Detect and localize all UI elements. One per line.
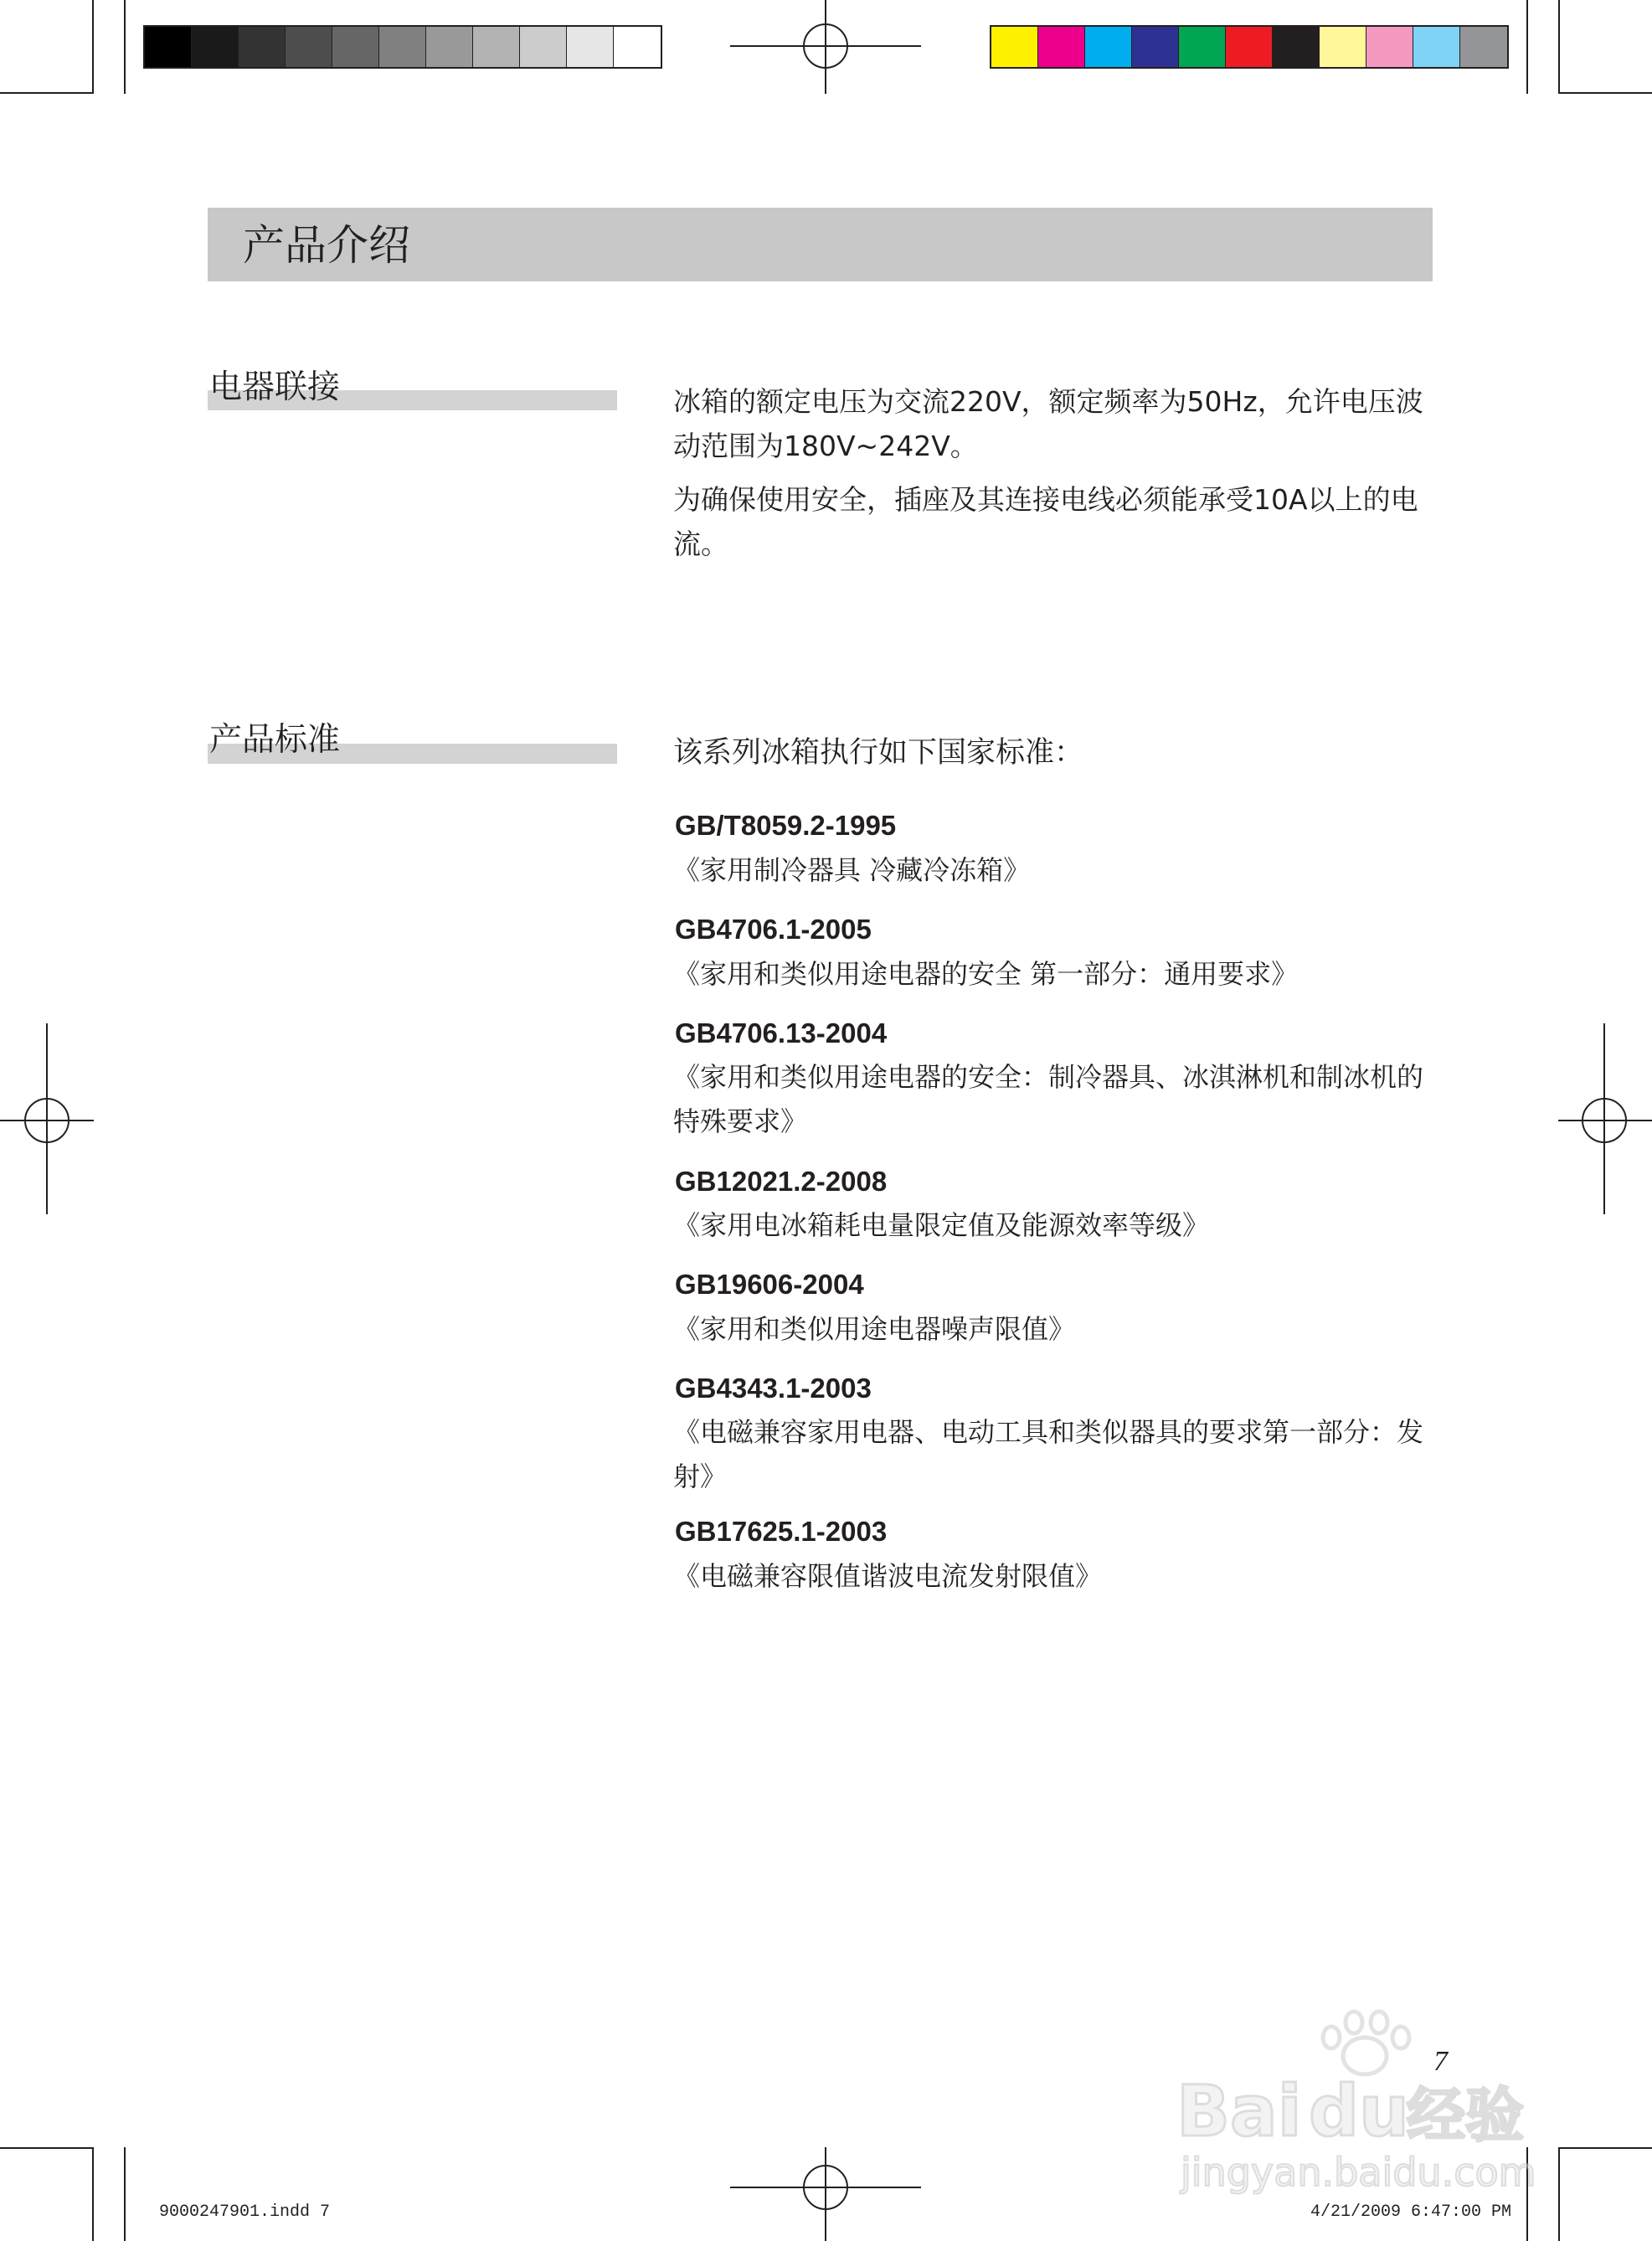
color-swatch bbox=[991, 27, 1038, 67]
standard-name: 《家用制冷器具 冷藏冷冻箱》 bbox=[673, 854, 1031, 886]
standard-code: GB12021.2-2008 bbox=[675, 1166, 888, 1197]
standard-name: 《电磁兼容家用电器、电动工具和类似器具的要求第一部分：发射》 bbox=[673, 1416, 1424, 1492]
color-swatch bbox=[1179, 27, 1226, 67]
color-swatch bbox=[1038, 27, 1085, 67]
slug-date-info: 4/21/2009 6:47:00 PM bbox=[1310, 2202, 1512, 2222]
gray-swatch bbox=[239, 27, 286, 67]
gray-swatch bbox=[426, 27, 473, 67]
standard-name: 《家用和类似用途电器噪声限值》 bbox=[673, 1313, 1076, 1345]
standard-name: 《家用和类似用途电器的安全：制冷器具、冰淇淋机和制冰机的特殊要求》 bbox=[673, 1061, 1424, 1137]
color-swatch bbox=[1413, 27, 1460, 67]
gray-swatch bbox=[520, 27, 567, 67]
color-swatch bbox=[1226, 27, 1273, 67]
standards-intro: 该系列冰箱执行如下国家标准： bbox=[673, 736, 1084, 770]
gray-swatch bbox=[145, 27, 192, 67]
svg-text:经验: 经验 bbox=[1407, 2081, 1524, 2150]
grayscale-color-bar bbox=[143, 25, 662, 69]
color-swatch bbox=[1366, 27, 1413, 67]
standard-code: GB4706.1-2005 bbox=[675, 914, 872, 945]
standard-code: GB4343.1-2003 bbox=[675, 1373, 872, 1404]
gray-swatch bbox=[567, 27, 614, 67]
slug-file-info: 9000247901.indd 7 bbox=[159, 2202, 331, 2222]
color-swatch bbox=[1460, 27, 1507, 67]
page-title: 产品介绍 bbox=[243, 221, 410, 270]
svg-text:Bai: Bai bbox=[1176, 2070, 1302, 2152]
standard-name: 《家用电冰箱耗电量限定值及能源效率等级》 bbox=[673, 1209, 1210, 1241]
color-swatch bbox=[1320, 27, 1366, 67]
gray-swatch bbox=[379, 27, 426, 67]
gray-swatch bbox=[192, 27, 239, 67]
page-number: 7 bbox=[1433, 2046, 1448, 2077]
section-heading-standards: 产品标准 bbox=[209, 721, 341, 759]
baidu-jingyan-watermark bbox=[1168, 1997, 1562, 2198]
color-swatch bbox=[1085, 27, 1132, 67]
standard-name: 《电磁兼容限值谐波电流发射限值》 bbox=[673, 1560, 1103, 1592]
standard-code: GB/T8059.2-1995 bbox=[675, 810, 897, 841]
gray-swatch bbox=[614, 27, 661, 67]
standard-code: GB4706.13-2004 bbox=[675, 1017, 888, 1048]
cmyk-color-bar bbox=[990, 25, 1509, 69]
gray-swatch bbox=[473, 27, 520, 67]
paragraph-socket-safety: 为确保使用安全，插座及其连接电线必须能承受10A以上的电流。 bbox=[673, 483, 1418, 560]
paragraph-rated-voltage: 冰箱的额定电压为交流220V，额定频率为50Hz，允许电压波动范围为180V~242V。 bbox=[673, 385, 1423, 462]
svg-text:jingyan.baidu.com: jingyan.baidu.com bbox=[1181, 2150, 1536, 2195]
gray-swatch bbox=[286, 27, 332, 67]
svg-text:du: du bbox=[1309, 2070, 1409, 2152]
color-swatch bbox=[1273, 27, 1320, 67]
standard-code: GB19606-2004 bbox=[675, 1269, 864, 1300]
gray-swatch bbox=[332, 27, 379, 67]
standard-code: GB17625.1-2003 bbox=[675, 1516, 888, 1547]
section-heading-electrical: 电器联接 bbox=[209, 368, 341, 406]
standard-name: 《家用和类似用途电器的安全 第一部分：通用要求》 bbox=[673, 958, 1299, 990]
color-swatch bbox=[1132, 27, 1179, 67]
